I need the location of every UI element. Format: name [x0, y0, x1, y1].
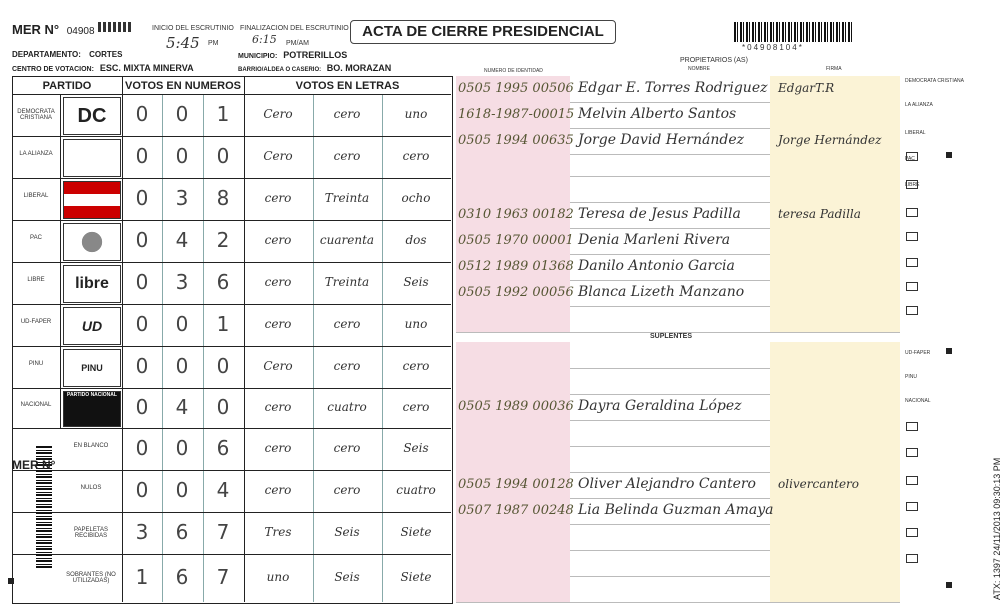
vote-digit: 6	[216, 270, 230, 294]
centro-label: CENTRO DE VOTACION:	[12, 66, 94, 73]
party-logo-text: DC	[77, 104, 107, 127]
member-name: Danilo Antonio Garcia	[578, 258, 735, 274]
vote-word: cero	[333, 483, 361, 497]
vote-digit: 0	[135, 144, 149, 168]
id-cell	[456, 150, 570, 176]
departamento-value: CORTES	[89, 50, 123, 59]
party-checkbox[interactable]	[906, 180, 918, 189]
party-checkbox[interactable]	[906, 476, 918, 485]
member-id: 0505 1970 00001	[458, 233, 574, 248]
row-rule	[12, 554, 451, 555]
party-name: PINU	[28, 361, 44, 367]
member-id: 0505 1989 00036	[458, 399, 574, 414]
vote-word: Siete	[400, 525, 432, 539]
suplentes-label: SUPLENTES	[650, 333, 693, 340]
party-checkbox[interactable]	[906, 306, 918, 315]
party-side-label: LA ALIANZA	[905, 102, 933, 108]
vote-word: cero	[264, 233, 292, 247]
signature-cell	[770, 150, 900, 176]
party-side-label: LIBRE	[905, 182, 920, 188]
vote-digit: 4	[175, 395, 189, 419]
vote-digit: 0	[216, 395, 230, 419]
id-cell	[456, 306, 570, 332]
id-cell	[456, 446, 570, 472]
mer-value: 04908	[66, 26, 95, 37]
row-rule	[12, 512, 451, 513]
member-signature: Jorge Hernández	[778, 133, 882, 147]
party-logo	[63, 307, 121, 345]
vote-word: Tres	[264, 525, 292, 539]
member-id: 0505 1994 00128	[458, 477, 574, 492]
vote-word: cero	[333, 441, 361, 455]
party-name: SOBRANTES (NO UTILIZADAS)	[66, 572, 116, 584]
row-rule	[12, 136, 451, 137]
propietarios-label: PROPIETARIOS (AS)	[680, 57, 748, 64]
vote-digit: 6	[216, 436, 230, 460]
row-rule	[12, 388, 451, 389]
vote-digit: 0	[216, 144, 230, 168]
vote-digit: 0	[175, 354, 189, 378]
party-name: PAC	[30, 235, 42, 241]
party-checkbox[interactable]	[906, 282, 918, 291]
vote-digit: 0	[175, 144, 189, 168]
party-name: LIBERAL	[23, 193, 49, 199]
party-name: NULOS	[80, 485, 102, 491]
party-logo-text: PARTIDO NACIONAL	[67, 392, 117, 398]
vote-word: cero	[264, 275, 292, 289]
party-checkbox[interactable]	[906, 422, 918, 431]
row-rule	[12, 346, 451, 347]
finalizacion-value: 6:15	[252, 33, 277, 46]
divider-logo	[60, 94, 61, 428]
member-signature: EdgarT.R	[778, 81, 835, 95]
vote-digit: 1	[135, 565, 149, 589]
vote-word: Siete	[400, 570, 432, 584]
party-checkbox[interactable]	[906, 554, 918, 563]
vote-digit: 7	[216, 565, 230, 589]
header-rule	[12, 94, 451, 95]
header-numeros: VOTOS EN NUMEROS	[125, 80, 241, 92]
vote-word: uno	[404, 317, 428, 331]
mer-label-bottom: MER N°	[12, 458, 56, 472]
vote-word: cero	[264, 400, 292, 414]
inicio-ampm: PM	[208, 40, 219, 47]
party-logo	[63, 265, 121, 303]
vote-digit: 6	[175, 520, 189, 544]
party-name: EN BLANCO	[73, 443, 109, 449]
vote-word: Cero	[263, 149, 293, 163]
signature-cell	[770, 102, 900, 128]
vote-digit: 0	[135, 354, 149, 378]
row-rule	[12, 304, 451, 305]
municipio-value: POTRERILLOS	[283, 50, 348, 60]
vote-digit: 8	[216, 186, 230, 210]
vote-digit: 0	[135, 102, 149, 126]
member-id: 0512 1989 01368	[458, 259, 574, 274]
registration-mark	[946, 348, 952, 354]
barcode-top-text: *04908104*	[742, 43, 804, 52]
party-checkbox[interactable]	[906, 502, 918, 511]
mer-number	[12, 22, 95, 37]
row-rule	[12, 262, 451, 263]
member-id: 0505 1995 00506	[458, 81, 574, 96]
vote-word: cero	[264, 317, 292, 331]
member-name: Blanca Lizeth Manzano	[578, 284, 745, 300]
party-name: UD-FAPER	[20, 319, 52, 325]
vote-word: Treinta	[324, 191, 370, 205]
municipio-label: MUNICIPIO:	[238, 53, 278, 60]
vote-digit: 4	[175, 228, 189, 252]
vote-digit: 0	[175, 478, 189, 502]
vote-word: cero	[264, 441, 292, 455]
vote-word: cero	[333, 149, 361, 163]
member-name: Teresa de Jesus Padilla	[578, 206, 741, 222]
centro	[12, 63, 194, 73]
party-name: NACIONAL	[20, 402, 52, 408]
nombre-label: NOMBRE	[688, 66, 710, 72]
party-logo	[63, 349, 121, 387]
row-rule	[12, 178, 451, 179]
member-signature: teresa Padilla	[778, 207, 861, 221]
vote-digit: 0	[135, 478, 149, 502]
signature-cell	[770, 280, 900, 306]
signature-cell	[770, 394, 900, 420]
vote-word: Cero	[263, 359, 293, 373]
vote-digit: 3	[175, 186, 189, 210]
vote-digit: 0	[175, 312, 189, 336]
vote-digit: 6	[175, 565, 189, 589]
inicio-value: 5:45	[166, 34, 200, 52]
signature-cell	[770, 576, 900, 602]
inicio-label: INICIO DEL ESCRUTINIO	[152, 25, 234, 32]
member-signature: olivercantero	[778, 477, 860, 491]
vote-digit: 3	[135, 520, 149, 544]
vote-digit: 7	[216, 520, 230, 544]
party-side-label: UD-FAPER	[905, 350, 931, 356]
vote-word: cuarenta	[319, 233, 375, 247]
party-name: PAPELETAS RECIBIDAS	[73, 527, 109, 539]
barrio-label: BARRIO/ALDEA O CASERIO:	[238, 67, 322, 73]
party-logo	[63, 391, 121, 427]
signature-cell	[770, 228, 900, 254]
barrio-value: BO. MORAZAN	[326, 63, 392, 73]
id-cell	[456, 368, 570, 394]
vote-digit: 1	[216, 102, 230, 126]
party-logo	[63, 97, 121, 135]
vote-word: cero	[333, 107, 361, 121]
member-id: 0505 1992 00056	[458, 285, 574, 300]
header-letras: VOTOS EN LETRAS	[295, 80, 400, 92]
party-checkbox[interactable]	[906, 258, 918, 267]
row-rule	[12, 470, 451, 471]
registration-mark	[946, 582, 952, 588]
signature-cell	[770, 550, 900, 576]
signature-cell	[770, 306, 900, 332]
scan-stamp: ATX: 1397 24/11/2013 09:30:13 PM	[992, 457, 1002, 600]
vote-digit: 2	[216, 228, 230, 252]
party-name: LIBRE	[27, 277, 45, 283]
barcode-top	[734, 22, 852, 42]
row-rule	[12, 428, 451, 429]
vote-word: Treinta	[324, 275, 370, 289]
party-side-label: DEMOCRATA CRISTIANA	[905, 78, 964, 84]
vote-digit: 0	[135, 186, 149, 210]
member-id: 0507 1987 00248	[458, 503, 574, 518]
signature-cell	[770, 368, 900, 394]
vote-digit: 0	[135, 395, 149, 419]
vote-word: dos	[405, 233, 427, 247]
party-checkbox[interactable]	[906, 152, 918, 161]
vote-word: Seis	[403, 275, 429, 289]
tse-logo	[98, 22, 132, 32]
finalizacion-label: FINALIZACION DEL ESCRUTINIO	[240, 25, 349, 32]
vote-digit: 0	[175, 436, 189, 460]
party-logo	[63, 223, 121, 261]
vote-digit: 0	[135, 270, 149, 294]
vote-word: cuatro	[327, 400, 367, 414]
member-name: Dayra Geraldina López	[578, 398, 742, 414]
mer-label: MER N°	[12, 22, 60, 37]
member-id: 0310 1963 00182	[458, 207, 574, 222]
party-logo-text: UD	[81, 318, 103, 334]
member-name: Melvin Alberto Santos	[578, 106, 737, 122]
vote-word: ocho	[401, 191, 431, 205]
vote-word: uno	[266, 570, 290, 584]
signature-cell	[770, 420, 900, 446]
party-side-label: PAC	[905, 156, 915, 162]
vote-word: cero	[402, 149, 430, 163]
party-name: DEMOCRATA CRISTIANA	[17, 109, 55, 121]
municipio	[238, 50, 347, 60]
vote-word: cero	[402, 400, 430, 414]
member-name: Lia Belinda Guzman Amaya	[578, 502, 774, 518]
id-cell	[456, 550, 570, 576]
signature-cell	[770, 498, 900, 524]
row-rule	[12, 220, 451, 221]
vote-digit: 4	[216, 478, 230, 502]
centro-value: ESC. MIXTA MINERVA	[99, 63, 194, 73]
vote-word: cero	[402, 359, 430, 373]
numero-identidad-label: NUMERO DE IDENTIDAD	[484, 68, 543, 74]
mer-number-bottom	[12, 458, 55, 472]
id-cell	[456, 420, 570, 446]
id-cell	[456, 524, 570, 550]
signature-cell	[770, 524, 900, 550]
party-logo-text: libre	[75, 275, 109, 292]
party-checkbox[interactable]	[906, 208, 918, 217]
signature-cell	[770, 446, 900, 472]
party-side-label: LIBERAL	[905, 130, 926, 136]
row-rule	[456, 602, 900, 603]
header-partido: PARTIDO	[42, 80, 92, 92]
party-logo	[63, 139, 121, 177]
finalizacion-ampm: PM/AM	[286, 40, 309, 47]
signature-cell	[770, 176, 900, 202]
vote-word: cero	[264, 191, 292, 205]
vote-word: cuatro	[396, 483, 436, 497]
party-side-label: NACIONAL	[905, 398, 931, 404]
vote-digit: 3	[175, 270, 189, 294]
member-id: 0505 1994 00635	[458, 133, 574, 148]
member-name: Edgar E. Torres Rodriguez	[578, 80, 768, 96]
vote-word: cero	[333, 317, 361, 331]
party-checkbox[interactable]	[906, 528, 918, 537]
vote-digit: 1	[216, 312, 230, 336]
signature-cell	[770, 342, 900, 368]
party-name: LA ALIANZA	[19, 151, 53, 157]
party-logo-text: PINU	[81, 363, 103, 373]
signature-cell	[770, 254, 900, 280]
party-side-label: PINU	[905, 374, 917, 380]
member-name: Denia Marleni Rivera	[578, 232, 731, 248]
page-title: ACTA DE CIERRE PRESIDENCIAL	[350, 20, 616, 44]
departamento-label: DEPARTAMENTO:	[12, 50, 81, 59]
party-checkbox[interactable]	[906, 448, 918, 457]
firma-label: FIRMA	[826, 66, 842, 72]
vote-word: Seis	[334, 525, 360, 539]
member-id: 1618-1987-00015	[458, 107, 575, 122]
member-name: Oliver Alejandro Cantero	[578, 476, 756, 492]
vote-word: uno	[404, 107, 428, 121]
barrio	[238, 63, 391, 73]
vote-digit: 0	[135, 312, 149, 336]
vote-word: Cero	[263, 107, 293, 121]
vote-digit: 0	[216, 354, 230, 378]
vote-digit: 0	[135, 228, 149, 252]
vote-word: Seis	[334, 570, 360, 584]
member-name: Jorge David Hernández	[578, 132, 744, 148]
vote-digit: 0	[175, 102, 189, 126]
registration-mark	[8, 578, 14, 584]
id-cell	[456, 342, 570, 368]
vote-word: cero	[333, 359, 361, 373]
id-cell	[456, 176, 570, 202]
vote-digit: 0	[135, 436, 149, 460]
party-checkbox[interactable]	[906, 232, 918, 241]
departamento	[12, 50, 122, 59]
id-cell	[456, 576, 570, 602]
registration-mark	[946, 152, 952, 158]
vote-word: Seis	[403, 441, 429, 455]
vote-word: cero	[264, 483, 292, 497]
party-logo	[63, 181, 121, 219]
